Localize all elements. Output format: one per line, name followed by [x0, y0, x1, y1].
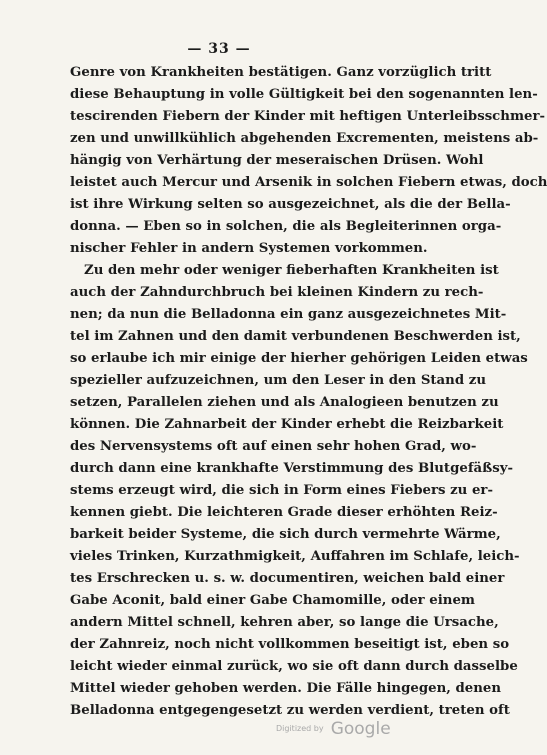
text-line: stems erzeugt wird, die sich in Form eines Fiebers zu er-: [70, 483, 493, 498]
text-line: diese Behauptung in volle Gültigkeit bei den sogenannten len-: [70, 87, 538, 102]
text-line: der Zahnreiz, noch nicht vollkommen beseitigt ist, eben so: [70, 637, 510, 652]
text-line: tescirenden Fiebern der Kinder mit heftigen Unterleibsschmer-: [70, 109, 545, 124]
text-line: tes Erschrecken u. s. w. documentiren, weichen bald einer: [70, 571, 505, 586]
text-line: nen; da nun die Belladonna ein ganz ausgezeichnetes Mit-: [70, 307, 507, 322]
text-line: vieles Trinken, Kurzathmigkeit, Auffahren im Schlafe, leich-: [70, 549, 520, 564]
text-line: Mittel wieder gehoben werden. Die Fälle hingegen, denen: [70, 681, 502, 696]
text-line: andern Mittel schnell, kehren aber, so lange die Ursache,: [70, 615, 499, 630]
text-line: Gabe Aconit, bald einer Gabe Chamomille, oder einem: [70, 593, 475, 608]
page-number-header: — 33 —: [187, 41, 251, 57]
text-line: ist ihre Wirkung selten so ausgezeichnet, als die der Bella-: [70, 197, 511, 212]
text-line: hängig von Verhärtung der meseraischen Drüsen. Wohl: [70, 153, 484, 168]
text-line: können. Die Zahnarbeit der Kinder erhebt die Reizbarkeit: [70, 417, 504, 432]
digitization-watermark: [276, 718, 426, 739]
text-line: zen und unwillkühlich abgehenden Excrementen, meistens ab-: [70, 131, 539, 146]
watermark-prefix: Digitized by: [276, 724, 324, 733]
text-line: Genre von Krankheiten bestätigen. Ganz vorzüglich tritt: [70, 65, 492, 80]
text-line: leistet auch Mercur und Arsenik in solchen Fiebern etwas, doch: [70, 175, 547, 190]
text-line: spezieller aufzuzeichnen, um den Leser in den Stand zu: [70, 373, 486, 388]
text-line: tel im Zahnen und den damit verbundenen Beschwerden ist,: [70, 329, 521, 344]
text-line: auch der Zahndurchbruch bei kleinen Kindern zu rech-: [70, 285, 484, 300]
body-text: [70, 62, 547, 722]
text-line: des Nervensystems oft auf einen sehr hohen Grad, wo-: [70, 439, 477, 454]
text-line: setzen, Parallelen ziehen und als Analogieen benutzen zu: [70, 395, 499, 410]
text-line: kennen giebt. Die leichteren Grade dieser erhöhten Reiz-: [70, 505, 498, 520]
text-line: leicht wieder einmal zurück, wo sie oft dann durch dasselbe: [70, 659, 518, 674]
paragraph-start-line: Zu den mehr oder weniger fieberhaften Krankheiten ist: [84, 263, 499, 278]
text-line: durch dann eine krankhafte Verstimmung des Blutgefäßsy-: [70, 461, 513, 476]
text-line: so erlaube ich mir einige der hierher gehörigen Leiden etwas: [70, 351, 528, 366]
text-line: barkeit beider Systeme, die sich durch vermehrte Wärme,: [70, 527, 501, 542]
text-line: Belladonna entgegengesetzt zu werden verdient, treten oft: [70, 703, 510, 718]
text-line: nischer Fehler in andern Systemen vorkommen.: [70, 241, 428, 256]
watermark-brand: Google: [330, 718, 391, 739]
text-line: donna. — Eben so in solchen, die als Begleiterinnen orga-: [70, 219, 502, 234]
